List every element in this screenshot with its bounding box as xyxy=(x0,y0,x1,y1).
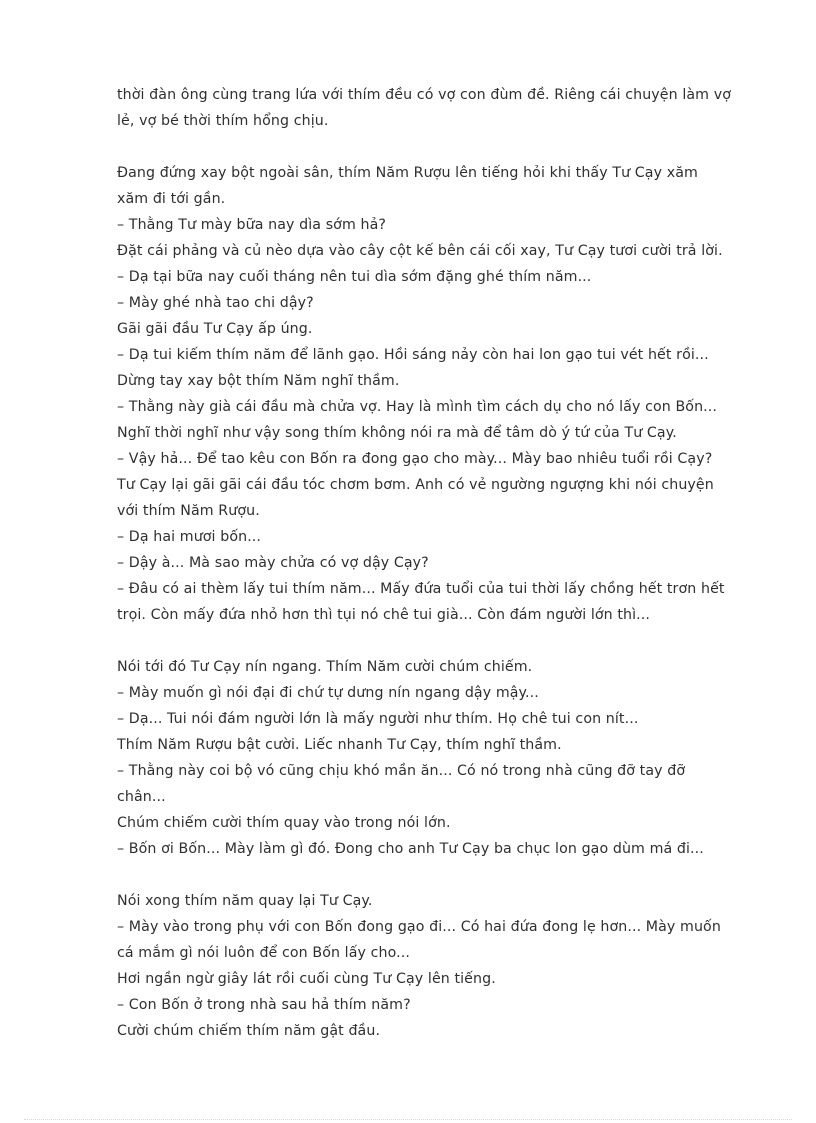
text-line: Hơi ngần ngừ giây lát rồi cuối cùng Tư Cạy lên tiếng. xyxy=(117,971,496,987)
text-line: Nói tới đó Tư Cạy nín ngang. Thím Năm cười chúm chiếm. xyxy=(117,659,533,675)
text-line: – Thằng này già cái đầu mà chửa vợ. Hay là mình tìm cách dụ cho nó lấy con Bốn... xyxy=(117,399,717,415)
text-line: Nghĩ thời nghĩ như vậy song thím không nói ra mà để tâm dò ý tứ của Tư Cạy. xyxy=(117,425,677,441)
text-line: Chúm chiếm cười thím quay vào trong nói lớn. xyxy=(117,815,451,831)
text-line: – Dậy à... Mà sao mày chửa có vợ dậy Cạy? xyxy=(117,555,429,571)
text-line: – Con Bốn ở trong nhà sau hả thím năm? xyxy=(117,997,411,1013)
paragraph-gap xyxy=(117,134,742,160)
text-line: cá mắm gì nói luôn để con Bốn lấy cho... xyxy=(117,945,410,961)
text-line: – Đâu có ai thèm lấy tui thím năm... Mấy đứa tuổi của tui thời lấy chồng hết trơn hết xyxy=(117,581,725,597)
text-line: – Dạ tại bữa nay cuối tháng nên tui dìa sớm đặng ghé thím năm... xyxy=(117,269,592,285)
text-line: – Mày vào trong phụ với con Bốn đong gạo đi... Có hai đứa đong lẹ hơn... Mày muốn xyxy=(117,919,721,935)
text-line: – Mày muốn gì nói đại đi chứ tự dưng nín ngang dậy mậy... xyxy=(117,685,539,701)
text-line: Cười chúm chiếm thím năm gật đầu. xyxy=(117,1023,381,1039)
text-line: xăm đi tới gần. xyxy=(117,191,226,207)
paragraph-gap xyxy=(117,862,742,888)
page-bottom-divider xyxy=(24,1119,792,1120)
text-line: lẻ, vợ bé thời thím hổng chịu. xyxy=(117,113,329,129)
text-line: – Vậy hả... Để tao kêu con Bốn ra đong gạo cho mày... Mày bao nhiêu tuổi rồi Cạy? xyxy=(117,451,713,467)
text-line: – Mày ghé nhà tao chi dậy? xyxy=(117,295,314,311)
text-line: – Thằng Tư mày bữa nay dìa sớm hả? xyxy=(117,217,387,233)
text-line: Đang đứng xay bột ngoài sân, thím Năm Rượu lên tiếng hỏi khi thấy Tư Cạy xăm xyxy=(117,165,698,181)
text-line: Đặt cái phảng và củ nèo dựa vào cây cột kế bên cái cối xay, Tư Cạy tươi cười trả lời. xyxy=(117,243,723,259)
text-line: Gãi gãi đầu Tư Cạy ấp úng. xyxy=(117,321,313,337)
text-line: chân... xyxy=(117,789,166,805)
text-line: thời đàn ông cùng trang lứa với thím đều có vợ con đùm đề. Riêng cái chuyện làm vợ xyxy=(117,87,731,103)
text-line: trọi. Còn mấy đứa nhỏ hơn thì tụi nó chê tui già... Còn đám người lớn thì... xyxy=(117,607,650,623)
story-text xyxy=(117,82,742,1044)
text-line: – Bốn ơi Bốn... Mày làm gì đó. Đong cho anh Tư Cạy ba chục lon gạo dùm má đi... xyxy=(117,841,704,857)
text-line: – Thằng này coi bộ vó cũng chịu khó mần ăn... Có nó trong nhà cũng đỡ tay đỡ xyxy=(117,763,686,779)
text-line: Tư Cạy lại gãi gãi cái đầu tóc chơm bơm. Anh có vẻ ngường ngượng khi nói chuyện xyxy=(117,477,714,493)
text-line: Thím Năm Rượu bật cười. Liếc nhanh Tư Cạy, thím nghĩ thầm. xyxy=(117,737,562,753)
text-line: với thím Năm Rượu. xyxy=(117,503,260,519)
text-line: – Dạ hai mươi bốn... xyxy=(117,529,262,545)
text-line: – Dạ... Tui nói đám người lớn là mấy người như thím. Họ chê tui con nít... xyxy=(117,711,639,727)
text-line: Nói xong thím năm quay lại Tư Cạy. xyxy=(117,893,373,909)
text-line: – Dạ tui kiếm thím năm để lãnh gạo. Hồi sáng nảy còn hai lon gạo tui vét hết rồi... xyxy=(117,347,709,363)
paragraph-gap xyxy=(117,628,742,654)
text-line: Dừng tay xay bột thím Năm nghĩ thầm. xyxy=(117,373,400,389)
